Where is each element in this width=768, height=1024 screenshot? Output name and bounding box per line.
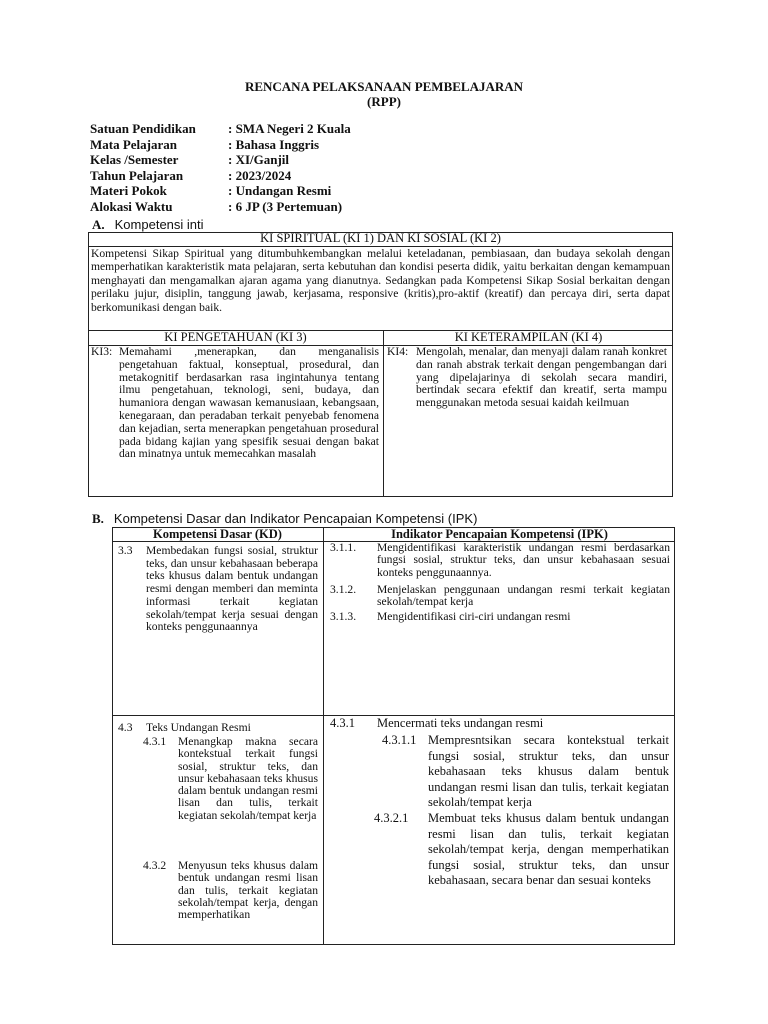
kd-number: 4.3	[118, 721, 133, 734]
identity-label: Alokasi Waktu	[90, 198, 173, 214]
ki3-item	[91, 346, 379, 461]
ipk-item	[330, 542, 670, 579]
table-divider	[383, 330, 384, 497]
section-title: Kompetensi Dasar dan Indikator Pencapaian Kompetensi (IPK)	[113, 511, 478, 526]
ipk-text: Mencermati teks undangan resmi	[377, 716, 544, 730]
ipk-text: Menjelaskan penggunaan undangan resmi terkait kegiatan sekolah/tempat kerja	[377, 583, 670, 609]
ipk-header: Indikator Pencapaian Kompetensi (IPK)	[391, 527, 608, 541]
identity-value: : XI/Ganjil	[228, 152, 290, 167]
identity-row	[90, 121, 351, 137]
kd-number: 3.3	[118, 544, 133, 557]
section-letter: B.	[92, 511, 104, 526]
identity-label: Kelas /Semester	[90, 152, 179, 167]
kd-3-3	[118, 545, 318, 634]
ki3-number: KI3:	[91, 345, 113, 358]
kd-4-3	[118, 722, 318, 735]
kd-4-3-2	[143, 860, 318, 921]
kd-4-3-1	[143, 736, 318, 822]
identity-label: Satuan Pendidikan	[90, 121, 196, 136]
identity-label: Materi Pokok	[90, 183, 167, 198]
ipk-item	[330, 717, 670, 730]
ipk-number: 4.3.2.1	[374, 811, 409, 825]
identity-value: : Bahasa Inggris	[228, 136, 320, 152]
ipk-number: 4.3.1	[330, 716, 355, 730]
ipk-sub-item	[382, 733, 669, 811]
ipk-number: 3.1.3.	[330, 610, 357, 623]
identity-value: : 6 JP (3 Pertemuan)	[228, 198, 343, 214]
ipk-number: 3.1.1.	[330, 541, 357, 554]
ipk-text: Mempresntsikan secara kontekstual terkait fungsi sosial, struktur teks, dan unsur kebahasaan teks khusus dalam bentuk undangan resmi lisan dan tulis, terkait kegiatan sekolah/tempat kerja	[428, 733, 669, 809]
section-letter: A.	[92, 217, 105, 232]
identity-value: : 2023/2024	[228, 167, 292, 183]
kd-text: Membedakan fungsi sosial, struktur teks, dan unsur kebahasaan beberapa teks khusus dalam bentuk undangan resmi dengan memberi dan meminta informasi terkait kegiatan sekolah/tempat kerja sesuai dengan konteks penggunaannya	[146, 544, 318, 634]
ipk-item	[330, 611, 670, 623]
ki3-header: KI PENGETAHUAN (KI 3)	[164, 330, 307, 344]
ki4-text: Mengolah, menalar, dan menyaji dalam ranah konkret dan ranah abstrak terkait dengan pengembangan dari yang dipelajarinya di sekolah secara mandiri, bertindak secara efektif dan kreatif, serta mampu menggunakan metoda sesuai kaidah keilmuan	[416, 345, 667, 410]
ki12-header: KI SPIRITUAL (KI 1) DAN KI SOSIAL (KI 2)	[260, 231, 501, 245]
identity-value: : SMA Negeri 2 Kuala	[228, 121, 351, 136]
identity-row	[90, 137, 351, 153]
section-b-heading	[92, 511, 477, 527]
ki4-header: KI KETERAMPILAN (KI 4)	[454, 330, 603, 344]
identity-row	[90, 183, 351, 199]
table-divider	[323, 527, 324, 945]
identity-row	[90, 152, 351, 168]
kd-text: Menyusun teks khusus dalam bentuk undangan resmi lisan dan tulis, terkait kegiatan sekolah/tempat kerja, dengan memperhatikan	[178, 859, 318, 922]
ki3-text: Memahami ,menerapkan, dan menganalisis pengetahuan faktual, konseptual, prosedural, dan metakognitif berdasarkan rasa ingintahunya tentang ilmu pengetahuan, teknologi, seni, budaya, dan humaniora dengan wawasan kemanusiaan, kebangsaan, kenegaraan, dan peradaban terkait penyebab fenomena dan kejadian, serta menerapkan pengetahuan prosedural pada bidang kajian yang spesifik sesuai dengan bakat dan minatnya untuk memecahkan masalah	[119, 345, 379, 461]
identity-row	[90, 168, 351, 184]
identity-label: Tahun Pelajaran	[90, 167, 184, 183]
ki4-number: KI4:	[387, 345, 409, 358]
kd-number: 4.3.2	[143, 859, 167, 872]
section-a-heading	[92, 217, 204, 233]
ipk-sub-item	[374, 811, 669, 889]
identity-row	[90, 199, 351, 215]
document-subtitle: (RPP)	[367, 94, 401, 109]
identity-block	[90, 121, 351, 214]
identity-label: Mata Pelajaran	[90, 136, 178, 152]
ipk-text: Membuat teks khusus dalam bentuk undangan resmi lisan dan tulis, terkait kegiatan sekolah/tempat kerja, dengan memperhatikan fungsi sosial, struktur teks, dan unsur kebahasaan, secara benar dan sesuai konteks	[428, 811, 669, 887]
ipk-number: 4.3.1.1	[382, 733, 417, 747]
kd-header: Kompetensi Dasar (KD)	[153, 527, 282, 541]
ipk-text: Mengidentifikasi ciri-ciri undangan resmi	[377, 610, 571, 623]
kd-text: Menangkap makna secara kontekstual terkait fungsi sosial, struktur teks, dan unsur kebahasaan teks khusus dalam bentuk undangan resmi lisan dan tulis, terkait kegiatan sekolah/tempat kerja	[178, 735, 318, 822]
ipk-text: Mengidentifikasi karakteristik undangan resmi berdasarkan fungsi sosial, struktur teks, dan unsur kebahasaan sesuai konteks penggunaannya.	[377, 541, 670, 579]
document-title: RENCANA PELAKSANAAN PEMBELAJARAN	[244, 79, 524, 94]
ki12-text: Kompetensi Sikap Spiritual yang ditumbuhkembangkan melalui keteladanan, pembiasaan, dan budaya sekolah dengan memperhatikan karakteristik mata pelajaran, serta kebutuhan dan kondisi peserta didik, yaitu berkaitan dengan kemampuan menghayati dan mengamalkan ajaran agama yang dianutnya. Sedangkan pada Kompetensi Sikap Sosial berkaitan dengan perilaku jujur, disiplin, tanggung jawab, kerjasama, responsive (kritis),pro-aktif (kreatif) dan percaya diri, serta dapat berkomunikasi dengan baik.	[91, 247, 670, 314]
ki4-item	[387, 346, 667, 410]
section-title: Kompetensi inti	[114, 217, 204, 232]
kd-number: 4.3.1	[143, 735, 167, 748]
ipk-number: 3.1.2.	[330, 583, 357, 596]
identity-value: : Undangan Resmi	[228, 183, 332, 198]
ipk-item	[330, 584, 670, 609]
kd-title: Teks Undangan Resmi	[146, 721, 251, 734]
